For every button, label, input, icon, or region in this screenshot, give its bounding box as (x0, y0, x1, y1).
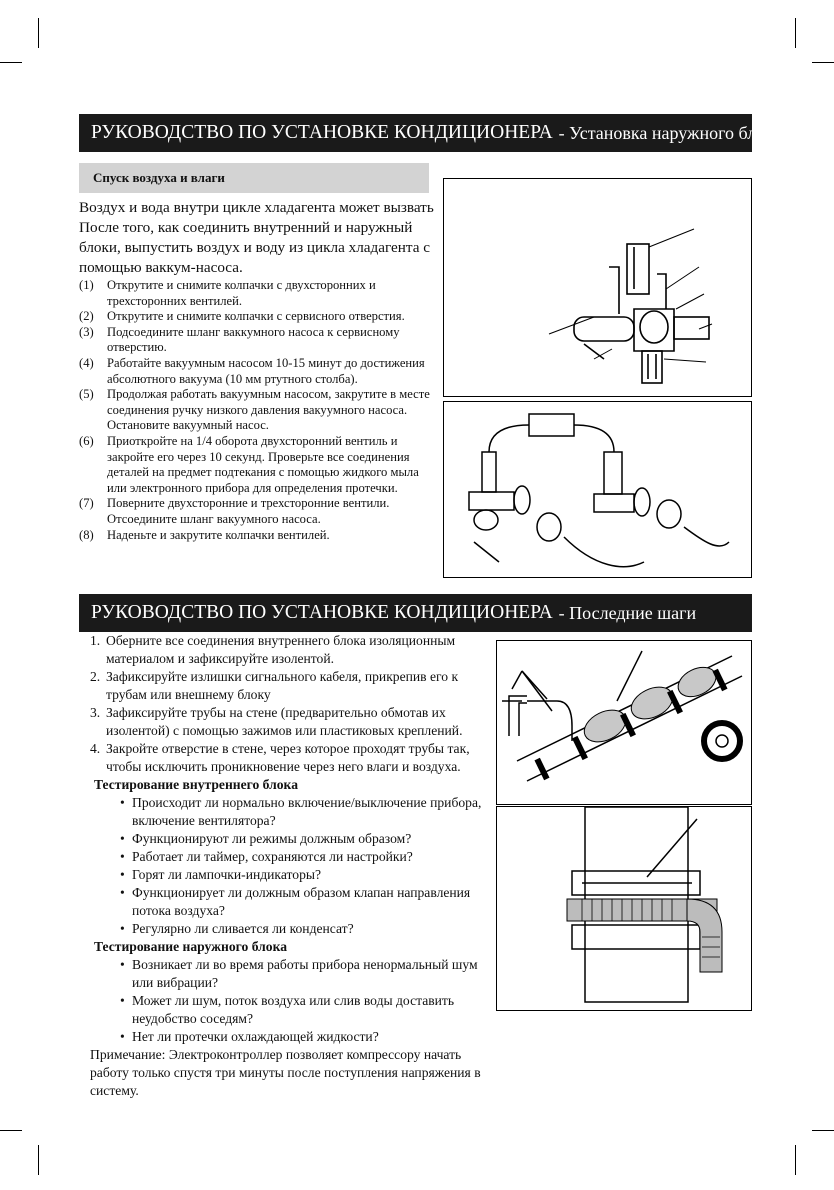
step-text: Работайте вакуумным насосом 10-15 минут до достижения абсолютного вакуума (10 мм ртутного столба). (107, 355, 425, 386)
section1-subheading: Спуск воздуха и влаги (79, 163, 429, 193)
final-step-item (90, 668, 490, 704)
section2-content (90, 632, 490, 1100)
indoor-test-bullet: • Функционирует ли должным образом клапан направления потока воздуха? (120, 884, 490, 920)
bullet-text: Нет ли протечки охлаждающей жидкости? (132, 1029, 379, 1044)
section1-banner-title: РУКОВОДСТВО ПО УСТАНОВКЕ КОНДИЦИОНЕРА (91, 122, 553, 143)
step-item (79, 496, 441, 527)
step-text: Приоткройте на 1/4 оборота двухсторонний вентиль и закройте его через 10 секунд. Проверьте все соединения деталей на предмет подтекания с помощью жидкого мыла или электронного прибора для определения протечки. (107, 433, 419, 495)
section2-banner-subtitle: - Последние шаги (558, 602, 697, 623)
vacuum-pump-diagram (443, 401, 752, 578)
step-item (79, 434, 441, 496)
step-text: Поверните двухсторонние и трехсторонние вентили. Отсоедините шланг вакуумного насоса. (107, 496, 390, 526)
final-step-item (90, 704, 490, 740)
indoor-test-bullet: • Горят ли лампочки-индикаторы? (120, 867, 322, 882)
step-item (79, 309, 441, 325)
step-text: Открутите и снимите колпачки с двухсторонних и трехсторонних вентилей. (107, 278, 376, 308)
outdoor-test-bullet: • Возникает ли во время работы прибора ненормальный шум или вибрации? (120, 956, 490, 992)
outdoor-test-heading: Тестирование наружного блока (94, 939, 287, 954)
valve-diagram (443, 178, 752, 397)
step-text: Наденьте и закрутите колпачки вентилей. (107, 527, 330, 542)
section1-intro: Воздух и вода внутри цикле хладагента может вызвать После того, как соединить внутренний и наружный блоки, выпустить воздух и воду из цикла хладагента с помощью ваккум-насоса. (79, 199, 434, 276)
final-step-num: 1. (90, 633, 101, 648)
final-step-num: 2. (90, 669, 101, 684)
step-item (79, 325, 441, 356)
bullet-text: Функционирует ли должным образом клапан направления потока воздуха? (132, 885, 471, 918)
bullet-text: Происходит ли нормально включение/выключение прибора, включение вентилятора? (132, 795, 482, 828)
step-num: (8) (79, 527, 94, 542)
note-text: Примечание: Электроконтроллер позволяет компрессору начать работу только спустя три минуты после поступления напряжения в систему. (90, 1047, 481, 1098)
section2-banner-title: РУКОВОДСТВО ПО УСТАНОВКЕ КОНДИЦИОНЕРА (91, 602, 553, 623)
final-step-text: Оберните все соединения внутреннего блока изоляционным материалом и зафиксируйте изолентой. (106, 633, 456, 666)
bullet-text: Возникает ли во время работы прибора ненормальный шум или вибрации? (132, 957, 478, 990)
outdoor-test-bullet: • Может ли шум, поток воздуха или слив воды доставить неудобство соседям? (120, 992, 490, 1028)
step-num: (6) (79, 433, 94, 448)
section1-steps (79, 278, 441, 543)
final-step-num: 4. (90, 741, 101, 756)
step-num: (4) (79, 355, 94, 370)
step-text: Открутите и снимите колпачки с сервисного отверстия. (107, 309, 405, 324)
section1-banner-subtitle: - Установка наружного блока (558, 122, 782, 143)
bullet-text: Функционируют ли режимы должным образом? (132, 831, 412, 846)
final-step-item (90, 740, 490, 776)
indoor-test-bullet: • Работает ли таймер, сохраняются ли настройки? (120, 849, 413, 864)
wall-pipe-diagram (496, 806, 752, 1011)
final-step-text: Зафиксируйте трубы на стене (предварительно обмотав их изолентой) с помощью зажимов или пластиковых креплений. (106, 705, 463, 738)
indoor-test-bullet: • Функционируют ли режимы должным образом? (120, 831, 412, 846)
outdoor-test-bullet: • Нет ли протечки охлаждающей жидкости? (120, 1029, 379, 1044)
indoor-test-bullet: • Регулярно ли сливается ли конденсат? (120, 921, 354, 936)
step-item (79, 528, 441, 544)
step-text: Продолжая работать вакуумным насосом, закрутите в месте соединения ручку низкого давления вакуумного насоса. Остановите вакуумный насос. (107, 387, 430, 433)
indoor-test-heading: Тестирование внутреннего блока (94, 777, 298, 792)
section2-banner (79, 594, 752, 632)
step-num: (2) (79, 309, 94, 324)
step-item (79, 387, 441, 434)
step-num: (1) (79, 278, 94, 292)
section1-banner (79, 114, 782, 152)
pipe-wrapping-diagram (496, 640, 752, 805)
step-text: Подсоедините шланг ваккумного насоса к сервисному отверстию. (107, 324, 400, 355)
step-item (79, 356, 441, 387)
final-step-text: Зафиксируйте излишки сигнального кабеля, прикрепив его к трубам или внешнему блоку (106, 669, 459, 702)
step-num: (7) (79, 496, 94, 511)
step-num: (5) (79, 387, 94, 402)
bullet-text: Регулярно ли сливается ли конденсат? (132, 921, 354, 936)
final-step-num: 3. (90, 705, 101, 720)
step-item (79, 278, 441, 309)
indoor-test-bullet: • Происходит ли нормально включение/выключение прибора, включение вентилятора? (120, 794, 490, 830)
bullet-text: Работает ли таймер, сохраняются ли настройки? (132, 849, 413, 864)
final-step-item (90, 632, 490, 668)
bullet-text: Горят ли лампочки-индикаторы? (132, 867, 322, 882)
step-num: (3) (79, 324, 94, 339)
final-step-text: Закройте отверстие в стене, через которое проходят трубы так, чтобы исключить проникновение через него влаги и воздуха. (106, 741, 470, 774)
bullet-text: Может ли шум, поток воздуха или слив воды доставить неудобство соседям? (132, 993, 455, 1026)
